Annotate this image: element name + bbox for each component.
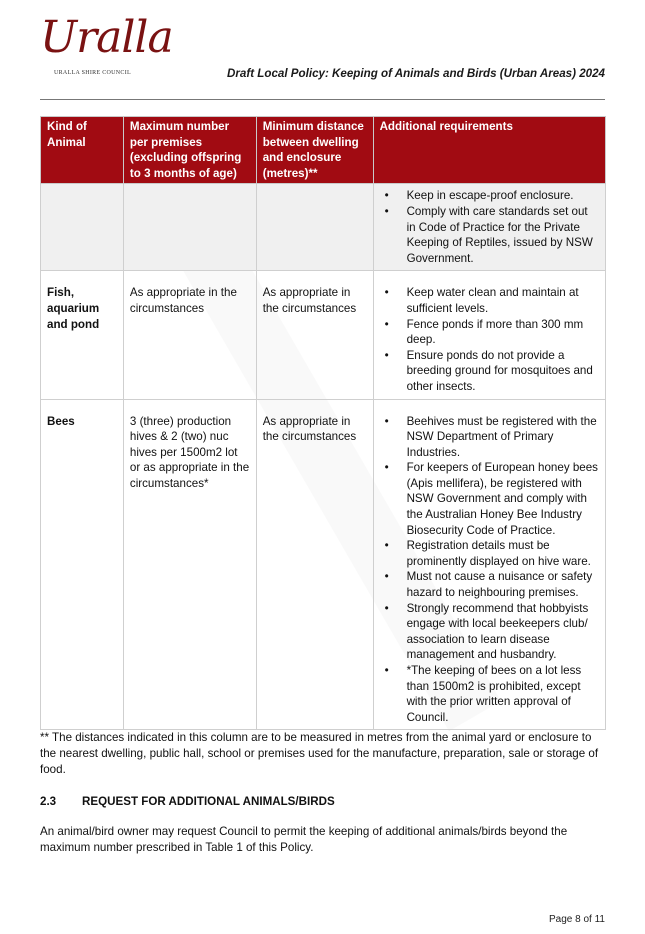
table-footnote: ** The distances indicated in this column are to be measured in metres from the animal yard or enclosure to the nearest dwelling, public hall, school or premises used for the manufacture, preparation, sale or storage of food. xyxy=(40,731,599,776)
table-row xyxy=(41,271,606,399)
requirements-cell xyxy=(373,399,605,730)
table-row xyxy=(41,184,606,271)
distance-cell: As appropriate in the circumstances xyxy=(256,399,373,730)
table-header-row xyxy=(41,117,606,184)
list-item: • Strongly recommend that hobbyists engage with local beekeepers club/ association to learn disease management and husbandry. xyxy=(407,601,599,663)
list-item: • Keep water clean and maintain at sufficient levels. xyxy=(407,285,599,316)
list-item: • Comply with care standards set out in Code of Practice for the Private Keeping of Reptiles, issued by NSW Government. xyxy=(407,204,599,266)
section-body: An animal/bird owner may request Council to permit the keeping of additional animals/birds beyond the maximum number prescribed in Table 1 of this Policy. xyxy=(40,825,568,854)
max-number-cell: 3 (three) production hives & 2 (two) nuc hives per 1500m2 lot or as appropriate in the circumstances* xyxy=(123,399,256,730)
list-item: • Must not cause a nuisance or safety hazard to neighbouring premises. xyxy=(407,569,599,600)
requirements-list xyxy=(380,414,599,726)
list-item: • Ensure ponds do not provide a breeding ground for mosquitoes and other insects. xyxy=(407,348,599,395)
table-row xyxy=(41,399,606,730)
animal-cell: Fish, aquarium and pond xyxy=(41,271,124,399)
distance-cell: As appropriate in the circumstances xyxy=(256,271,373,399)
requirements-cell xyxy=(373,271,605,399)
section-number: 2.3 xyxy=(40,795,57,808)
max-number-cell: As appropriate in the circumstances xyxy=(123,271,256,399)
distance-cell xyxy=(256,184,373,271)
animal-cell xyxy=(41,184,124,271)
list-item: • Keep in escape-proof enclosure. xyxy=(407,188,599,204)
page-number: Page 8 of 11 xyxy=(549,914,605,925)
section-heading xyxy=(40,795,335,808)
requirements-list xyxy=(380,285,599,394)
list-item: • Beehives must be registered with the NSW Department of Primary Industries. xyxy=(407,414,599,461)
header-kind-of-animal: Kind of Animal xyxy=(41,117,124,184)
max-number-cell xyxy=(123,184,256,271)
requirements-cell xyxy=(373,184,605,271)
list-item: • *The keeping of bees on a lot less than 1500m2 is prohibited, except with the prior written approval of Council. xyxy=(407,663,599,725)
animal-cell: Bees xyxy=(41,399,124,730)
header-divider xyxy=(40,99,605,100)
header-additional-requirements: Additional requirements xyxy=(373,117,605,184)
requirements-list xyxy=(380,188,599,266)
document-header-title: Draft Local Policy: Keeping of Animals and Birds (Urban Areas) 2024 xyxy=(227,67,605,80)
list-item: • For keepers of European honey bees (Apis mellifera), be registered with NSW Government and comply with the Australian Honey Bee Industry Biosecurity Code of Practice. xyxy=(407,460,599,538)
list-item: • Registration details must be prominently displayed on hive ware. xyxy=(407,538,599,569)
header-maximum-number: Maximum number per premises (excluding offspring to 3 months of age) xyxy=(123,117,256,184)
council-logo xyxy=(36,12,176,82)
header-minimum-distance: Minimum distance between dwelling and enclosure (metres)** xyxy=(256,117,373,184)
logo-script-text: Uralla xyxy=(40,12,173,63)
logo-council-text: URALLA SHIRE COUNCIL xyxy=(54,70,132,76)
list-item: • Fence ponds if more than 300 mm deep. xyxy=(407,317,599,348)
animals-table xyxy=(40,116,606,730)
section-title: REQUEST FOR ADDITIONAL ANIMALS/BIRDS xyxy=(82,795,335,808)
